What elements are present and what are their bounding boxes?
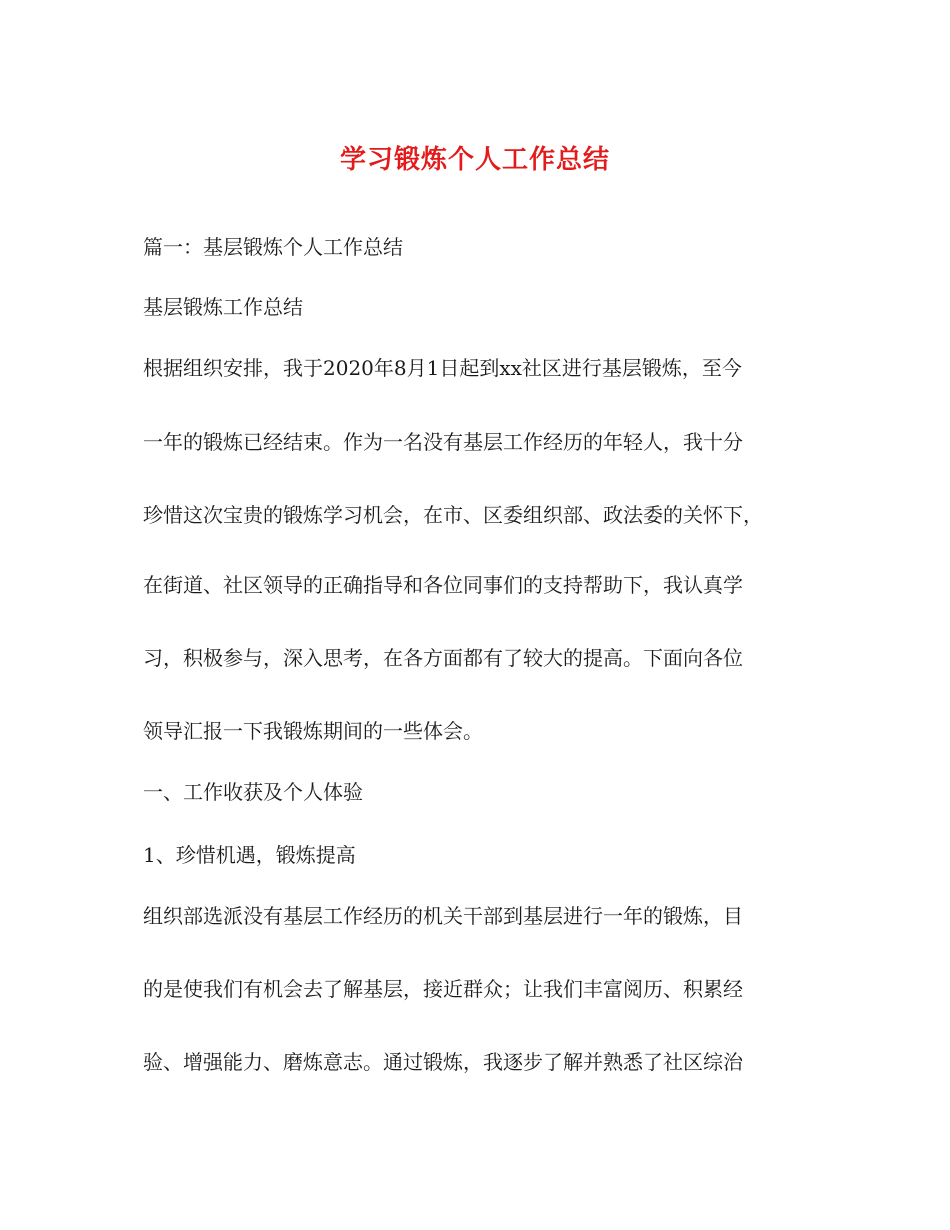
- paragraph-line: 领导汇报一下我锻炼期间的一些体会。: [143, 719, 483, 743]
- paragraph-line: 根据组织安排，我于2020年8月1日起到xx社区进行基层锻炼，至今: [143, 356, 742, 380]
- subheading: 基层锻炼工作总结: [143, 295, 303, 319]
- paragraph-line: 一年的锻炼已经结束。作为一名没有基层工作经历的年轻人，我十分: [143, 430, 743, 454]
- paragraph-line: 珍惜这次宝贵的锻炼学习机会，在市、区委组织部、政法委的关怀下，: [143, 503, 763, 527]
- section-heading: 篇一：基层锻炼个人工作总结: [143, 235, 403, 259]
- paragraph-line: 验、增强能力、磨炼意志。通过锻炼，我逐步了解并熟悉了社区综治: [143, 1050, 743, 1074]
- document-title: 学习锻炼个人工作总结: [339, 145, 610, 175]
- paragraph-line: 的是使我们有机会去了解基层，接近群众；让我们丰富阅历、积累经: [143, 977, 743, 1001]
- subsection-heading: 1、珍惜机遇，锻炼提高: [143, 843, 356, 867]
- section-heading: 一、工作收获及个人体验: [143, 780, 363, 804]
- paragraph-line: 习，积极参与，深入思考，在各方面都有了较大的提高。下面向各位: [143, 646, 743, 670]
- paragraph-line: 组织部选派没有基层工作经历的机关干部到基层进行一年的锻炼，目: [143, 904, 743, 928]
- paragraph-line: 在街道、社区领导的正确指导和各位同事们的支持帮助下，我认真学: [143, 573, 743, 597]
